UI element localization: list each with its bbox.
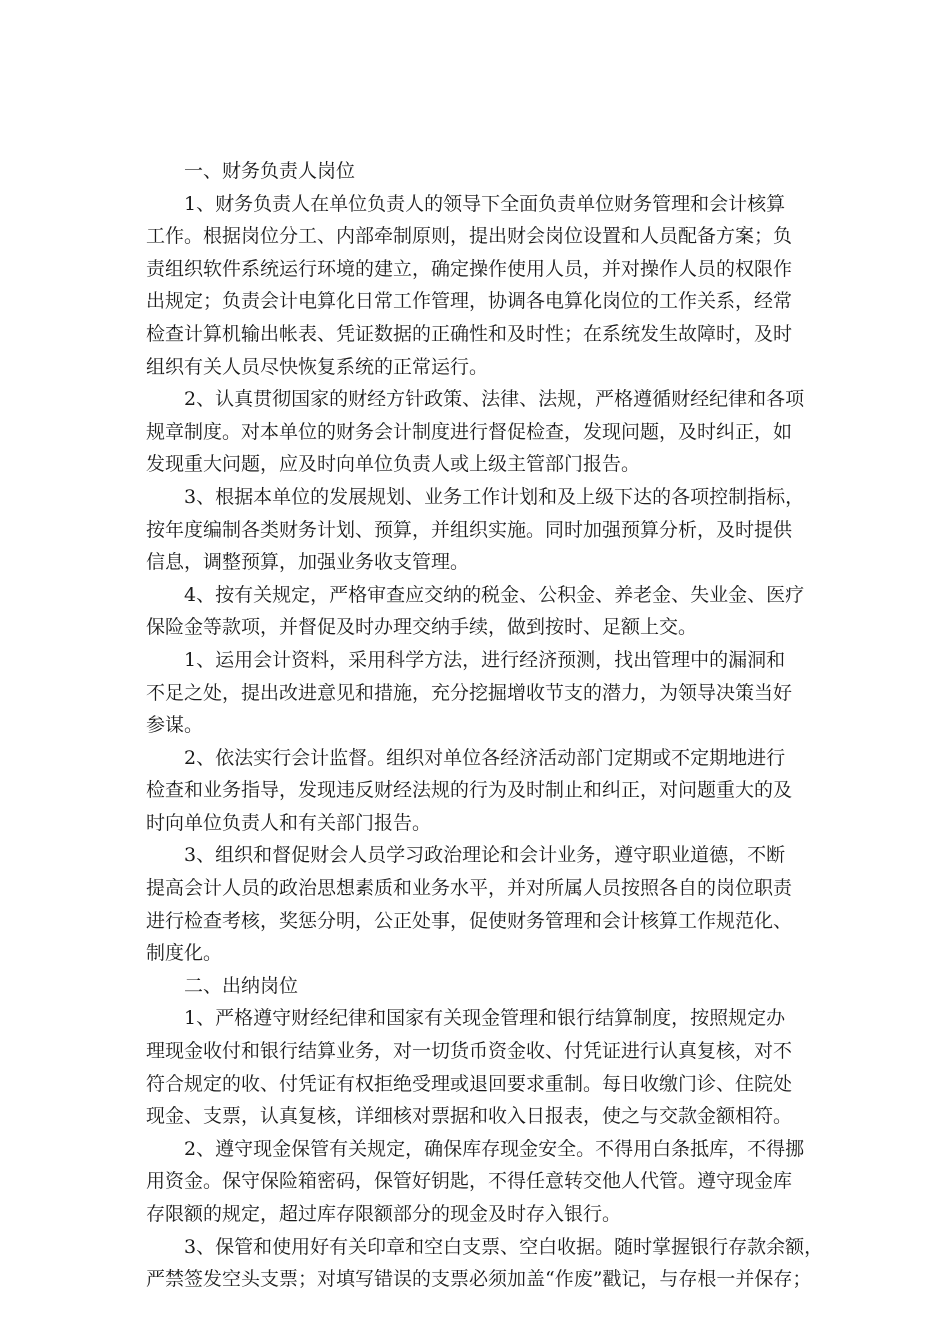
paragraph-line: 出规定；负责会计电算化日常工作管理，协调各电算化岗位的工作关系，经常 bbox=[146, 290, 793, 313]
section-heading: 一、财务负责人岗位 bbox=[184, 160, 356, 182]
paragraph-line: 用资金。保守保险箱密码，保管好钥匙，不得任意转交他人代管。遵守现金库 bbox=[146, 1170, 793, 1193]
paragraph-line: 参谋。 bbox=[146, 714, 204, 737]
paragraph-line: 1、严格遵守财经纪律和国家有关现金管理和银行结算制度，按照规定办 bbox=[184, 1007, 786, 1030]
paragraph-line: 规章制度。对本单位的财务会计制度进行督促检查，发现问题，及时纠正，如 bbox=[146, 420, 793, 443]
paragraph-line: 4、按有关规定，严格审查应交纳的税金、公积金、养老金、失业金、医疗 bbox=[184, 583, 805, 606]
paragraph-line: 保险金等款项，并督促及时办理交纳手续，做到按时、足额上交。 bbox=[146, 616, 698, 639]
paragraph bbox=[146, 1002, 806, 1132]
paragraph-line: 按年度编制各类财务计划、预算，并组织实施。同时加强预算分析，及时提供 bbox=[146, 518, 793, 541]
paragraph-line: 存限额的规定，超过库存限额部分的现金及时存入银行。 bbox=[146, 1203, 622, 1225]
paragraph-line: 现金、支票，认真复核，详细核对票据和收入日报表，使之与交款金额相符。 bbox=[146, 1105, 793, 1128]
paragraph-line: 不足之处，提出改进意见和措施，充分挖掘增收节支的潜力，为领导决策当好 bbox=[146, 681, 793, 704]
paragraph-line: 制度化。 bbox=[146, 942, 223, 965]
paragraph bbox=[146, 839, 806, 969]
paragraph bbox=[146, 383, 806, 481]
paragraph bbox=[146, 1231, 824, 1296]
paragraph-line: 时向单位负责人和有关部门报告。 bbox=[146, 811, 432, 834]
paragraph-line: 理现金收付和银行结算业务，对一切货币资金收、付凭证进行认真复核，对不 bbox=[146, 1040, 793, 1063]
paragraph-line: 工作。根据岗位分工、内部牵制原则，提出财会岗位设置和人员配备方案；负 bbox=[146, 225, 793, 248]
paragraph-line: 1、财务负责人在单位负责人的领导下全面负责单位财务管理和会计核算 bbox=[184, 192, 786, 215]
paragraph-line: 进行检查考核，奖惩分明，公正处事，促使财务管理和会计核算工作规范化、 bbox=[146, 909, 793, 932]
paragraph-line: 2、认真贯彻国家的财经方针政策、法律、法规，严格遵循财经纪律和各项 bbox=[184, 388, 805, 411]
paragraph bbox=[146, 742, 806, 840]
paragraph bbox=[146, 644, 806, 742]
paragraph-line: 1、运用会计资料，采用科学方法，进行经济预测，找出管理中的漏洞和 bbox=[184, 648, 786, 671]
paragraph-line: 3、保管和使用好有关印章和空白支票、空白收据。随时掌握银行存款余额， bbox=[184, 1235, 824, 1258]
paragraph-line: 检查和业务指导，发现违反财经法规的行为及时制止和纠正，对问题重大的及 bbox=[146, 779, 793, 802]
paragraph-line: 符合规定的收、付凭证有权拒绝受理或退回要求重制。每日收缴门诊、住院处 bbox=[146, 1072, 793, 1095]
paragraph-line: 严禁签发空头支票；对填写错误的支票必须加盖“作废”戳记，与存根一并保存； bbox=[146, 1268, 812, 1291]
paragraph-line: 2、遵守现金保管有关规定，确保库存现金安全。不得用白条抵库，不得挪 bbox=[184, 1137, 805, 1160]
paragraph bbox=[146, 481, 806, 579]
paragraph-line: 检查计算机输出帐表、凭证数据的正确性和及时性；在系统发生故障时，及时 bbox=[146, 322, 793, 345]
paragraph-line: 发现重大问题，应及时向单位负责人或上级主管部门报告。 bbox=[146, 453, 641, 476]
paragraph bbox=[146, 579, 806, 644]
paragraph-line: 2、依法实行会计监督。组织对单位各经济活动部门定期或不定期地进行 bbox=[184, 746, 786, 769]
paragraph-line: 责组织软件系统运行环境的建立，确定操作使用人员，并对操作人员的权限作 bbox=[146, 257, 793, 280]
paragraph bbox=[146, 1133, 806, 1231]
paragraph bbox=[146, 188, 806, 384]
paragraph-line: 3、组织和督促财会人员学习政治理论和会计业务，遵守职业道德，不断 bbox=[184, 844, 786, 867]
paragraph-line: 提高会计人员的政治思想素质和业务水平，并对所属人员按照各自的岗位职责 bbox=[146, 877, 793, 900]
document-body bbox=[146, 155, 824, 1296]
paragraph-line: 组织有关人员尽快恢复系统的正常运行。 bbox=[146, 355, 489, 378]
paragraph-line: 信息，调整预算，加强业务收支管理。 bbox=[146, 551, 470, 574]
section-heading: 二、出纳岗位 bbox=[184, 974, 299, 997]
paragraph-line: 3、根据本单位的发展规划、业务工作计划和及上级下达的各项控制指标， bbox=[184, 485, 805, 508]
